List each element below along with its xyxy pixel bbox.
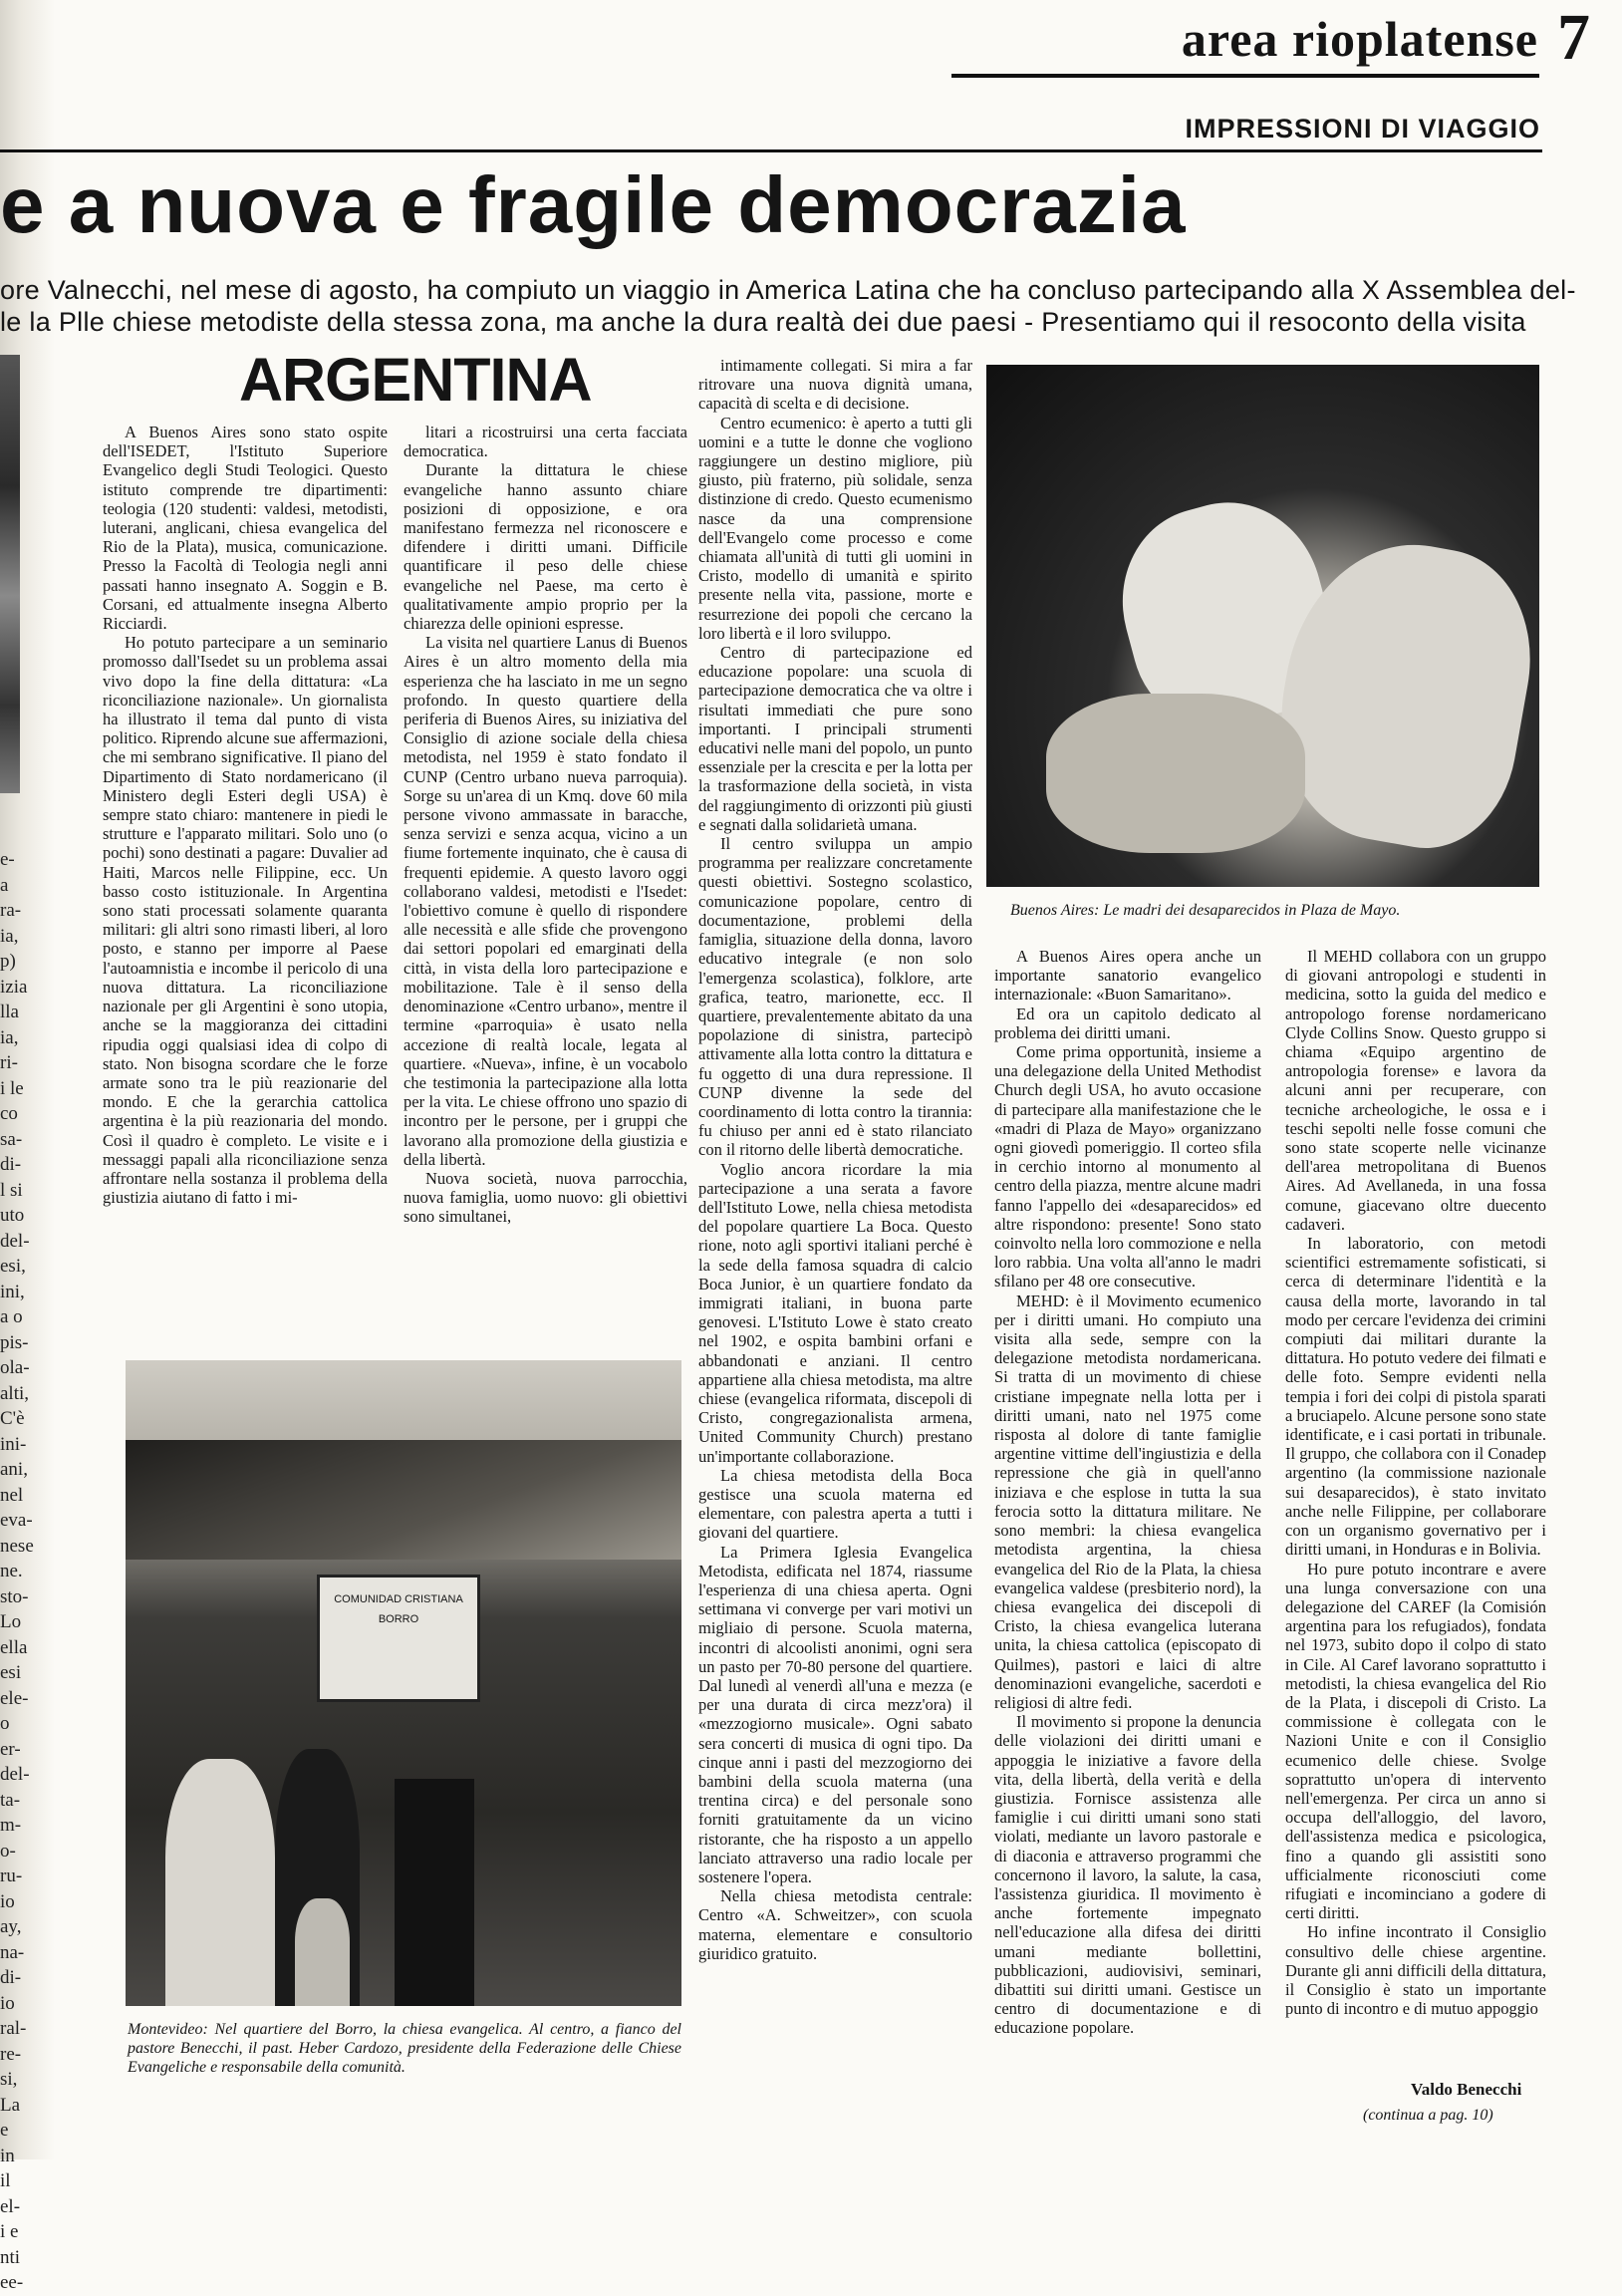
fragment-text: eva-	[0, 1510, 33, 1531]
article-paragraph: Durante la dittatura le chiese evangeliche hanno assunto chiare posizioni di opposizione, e ora manifestano fermezza nel riconoscere e difendere i diritti umani. Difficile quantificare il peso delle chiese evangeliche nel Paese, ma certo è qualitativamente ampio proprio per la chiarezza delle opinioni espresse.	[404, 460, 687, 634]
article-paragraph: Nuova società, nuova parrocchia, nuova famiglia, uomo nuovo: gli obiettivi sono simultanei,	[404, 1168, 687, 1227]
article-paragraph: Ed ora un capitolo dedicato al problema dei diritti umani.	[994, 1004, 1261, 1042]
article-paragraph: intimamente collegati. Si mira a far ritrovare una nuova dignità umana, capacità di scelta e di decisione.	[698, 356, 972, 414]
fragment-text: o-	[0, 1840, 16, 1862]
article-paragraph: litari a ricostruirsi una certa facciata democratica.	[404, 423, 687, 461]
fragment-text: ra-	[0, 900, 22, 921]
fragment-text: m-	[0, 1815, 22, 1836]
fragment-text: ini-	[0, 1433, 27, 1455]
fragment-text: ru-	[0, 1866, 23, 1886]
fragment-text: C'è	[0, 1408, 25, 1429]
fragment-text: esi	[0, 1662, 22, 1683]
article-paragraph: Ho pure potuto incontrare e avere una lunga conversazione con una delegazione del CAREF (la Comisión argentina para los refugiados), fondata nel 1973, subito dopo il colpo di stato in Cile. Al Caref lavorano soprattutto i metodisti, la chiesa evangelica del Rio de la Plata, i discepoli di Cristo. La commissione è collegata con le Nazioni Unite e con il Consiglio ecumenico delle chiese. Svolge soprattutto un'opera di intervento nell'emergenza. Per circa un anno si occupa dell'alloggio, del lavoro, dell'assistenza medica e psicologica, fino a quando gli assistiti sono ufficialmente riconosciuti come rifugiati e incominciano a godere di certi diritti.	[1285, 1559, 1546, 1923]
fragment-text: er-	[0, 1738, 21, 1760]
fragment-text: esi,	[0, 1256, 26, 1277]
fragment-text: i e	[0, 2221, 19, 2242]
article-paragraph: In laboratorio, con metodi scientifici estremamente sofisticati, si cerca di determinare l'identità e la causa della morte, lavorando in tal modo per cercare l'evidenza dei crimini compiuti dai militari durante la dittatura. Ho potuto vedere dei filmati e delle foto. Sempre evidenti nella tempia i fori dei colpi di pistola sparati a bruciapelo. Alcune persone sono state identificate, e i casi portati in tribunale. Il gruppo, che collabora con il Conadep argentino (la commissione nazionale sui desaparecidos), è stato invitato anche nelle Filippine, per collaborare con un organismo governativo per i diritti umani, in Honduras e in Bolivia.	[1285, 1234, 1546, 1560]
article-column-1	[103, 423, 388, 1355]
church-door	[395, 1779, 474, 2006]
fragment-text: Lo	[0, 1611, 22, 1632]
article-paragraph: MEHD: è il Movimento ecumenico per i diritti umani. Ho compiuto una visita alla sede, sempre con la delegazione metodista nordamericana. Si tratta di un movimento di chiese cristiane impegnate nella lotta per i diritti umani, nato nel 1975 come risposta al dolore di tante famiglie argentine vittime dell'ingiustizia e della repressione che già in quell'anno iniziava e che esplose in tutta la sua ferocia sotto la dittatura militare. Ne sono membri: la chiesa evangelica metodista argentina, la chiesa evangelica del Rio de la Plata, la chiesa evangelica valdese (presbiterio nord), la chiesa evangelica dei discepoli di Cristo, la chiesa evangelica luterana unita, la chiesa cattolica (episcopato di Quilmes), pastori e laici di altre denominazioni evangeliche, sacerdoti e religiosi di altre fedi.	[994, 1291, 1261, 1712]
adjacent-page-text-fragment	[0, 847, 34, 2296]
article-paragraph: La chiesa metodista della Boca gestisce una scuola materna ed elementare, con palestra aperta a tutti i giovani del quartiere.	[698, 1465, 972, 1543]
fragment-text: ee-	[0, 2272, 24, 2293]
fragment-text: del-	[0, 1764, 30, 1785]
country-heading: ARGENTINA	[239, 346, 592, 414]
fragment-text: ia,	[0, 1026, 19, 1048]
fragment-text: il	[0, 2170, 11, 2191]
church-sign-text: COMUNIDAD CRISTIANA BORRO	[334, 1593, 463, 1625]
photo-borro-church	[126, 1360, 681, 2006]
fragment-text: in	[0, 2145, 15, 2166]
article-column-3	[698, 356, 972, 2130]
article-paragraph: Nella chiesa metodista centrale: Centro «A. Schweitzer», con scuola materna, elementare e consultorio giuridico gratuito.	[698, 1886, 972, 1963]
fragment-text: del-	[0, 1230, 30, 1252]
photo-madri-plaza-de-mayo	[986, 365, 1539, 887]
fragment-text: re-	[0, 2043, 22, 2065]
fragment-text: nese	[0, 1535, 34, 1557]
article-paragraph: Ho potuto partecipare a un seminario promosso dall'Isedet su un problema assai vivo dopo la fine della dittatura: «La riconciliazione nazionale». Un giornalista ha illustrato il tema dal punto di vista politico. Riprendo alcune sue affermazioni, che mi sembrano significative. Il piano del Dipartimento di Stato nordamericano (il Ministero degli Esteri degli USA) è sempre stato chiaro: mantenere in piedi le strutture e l'apparato militari. Solo uno (o pochi) sono destinati a pagare: Duvalier ad Haiti, Marcos nelle Filippine, ecc. Un basso costo istituzionale. In Argentina sono stati processati solamente quaranta militari: gli altri sono rimasti liberi, al loro posto, e stanno per imporre al Paese l'autoamnistia e incombe il pericolo di una nuova dittatura. La riconciliazione nazionale per gli Argentini è sono utopia, anche se la maggioranza dei cittadini ripudia oggi qualsiasi idea di colpo di stato. Non bisogna scordare che le forze armate sono tra le più reazionarie del mondo. E che la gerarchia cattolica argentina è la più reazionaria del mondo. Così il quadro è completo. Le visite e i messaggi papali alla riconciliazione senza affrontare nella sostanza il problema della giustizia aiutano di fatto i mi-	[103, 633, 388, 1208]
article-paragraph: A Buenos Aires sono stato ospite dell'ISEDET, l'Istituto Superiore Evangelico degli Studi Teologici. Questo istituto comprende tre dipartimenti: teologia (120 studenti: valdesi, metodisti, luterani, anglicani, chiesa evangelica del Rio de la Plata), musica, comunicazione. Presso la Facoltà di Teologia negli anni passati hanno insegnato A. Soggin e B. Corsani, ed attualmente insegna Alberto Ricciardi.	[103, 423, 388, 634]
fragment-text: e-	[0, 849, 15, 870]
church-roof	[126, 1440, 681, 1560]
article-paragraph: Come prima opportunità, insieme a una delegazione della United Methodist Church degli USA, ho avuto occasione di partecipare alla manifestazione che le «madri di Plaza de Mayo» organizzano ogni giovedì pomeriggio. Il corteo sfila in cerchio intorno al monumento al centro della piazza, mentre alcune madri fanno l'appello dei «desaparecidos» ed altre rispondono: presente! Sono stato coinvolto nella loro commozione e nella loro rabbia. Una volta all'anno le madri sfilano per 48 ore consecutive.	[994, 1042, 1261, 1292]
fragment-text: a o	[0, 1306, 23, 1327]
fragment-text: ri-	[0, 1052, 18, 1073]
article-paragraph: La Primera Iglesia Evangelica Metodista, edificata nel 1874, riassume l'esperienza di una chiesa aperta. Ogni settimana vi converge per vari motivi un migliaio di persone. Scuola materna, incontri di alcoolisti anonimi, ogni sera un pasto per 70-80 persone del quartiere. Dal lunedì al venerdì all'una e mezza (e per una durata di circa mezz'ora) il «mezzogiorno musicale». Ogni sabato sera concerti di musica di ogni tipo. Da cinque anni i pasti del mezzogiorno dei bambini della scuola materna (una trentina circa) e del personale sono forniti gratuitamente da un vicino ristorante, che ha risposto a un appello lanciato attraverso una radio locale per sostenere l'opera.	[698, 1542, 972, 1887]
header-rule	[951, 74, 1539, 78]
fragment-text: di-	[0, 1967, 22, 1988]
author-signature: Valdo Benecchi	[1411, 2080, 1522, 2099]
headline: e a nuova e fragile democrazia	[0, 160, 1187, 249]
caption-borro: Montevideo: Nel quartiere del Borro, la chiesa evangelica. Al centro, a fianco del pastore Benecchi, il past. Heber Cardozo, presidente della Federazione delle Chiese Evangeliche e responsabile della comunità.	[128, 2021, 681, 2076]
caption-madri: Buenos Aires: Le madri dei desaparecidos in Plaza de Mayo.	[1010, 902, 1401, 919]
fragment-text: l si	[0, 1179, 23, 1201]
fragment-text: ne.	[0, 1561, 23, 1581]
rubric-label: IMPRESSIONI DI VIAGGIO	[1185, 114, 1540, 144]
article-paragraph: A Buenos Aires opera anche un importante sanatorio evangelico internazionale: «Buon Samaritano».	[994, 947, 1261, 1004]
fragment-text: io	[0, 1890, 15, 1912]
rubric-rule	[0, 149, 1542, 152]
fragment-text: ani,	[0, 1459, 28, 1480]
fragment-text: ay,	[0, 1916, 22, 1937]
fragment-text: ella	[0, 1636, 28, 1658]
article-paragraph: Il movimento si propone la denuncia delle violazioni dei diritti umani e appoggia le iniziative a favore della vita, della libertà, della verità e della giustizia. Fornisce assistenza alle famiglie i cui diritti umani sono stati violati, mediante un lavoro pastorale e di diaconia e attraverso programmi che concernono il lavoro, la salute, la casa, l'assistenza giuridica. Il movimento è anche fortemente impegnato nell'educazione alla difesa dei diritti umani mediante bollettini, pubblicazioni, audiovisivi, seminari, dibattiti sui diritti umani. Gestisce un centro di documentazione e di educazione popolare.	[994, 1712, 1261, 2038]
deck-line-2: le la Plle chiese metodiste della stessa zona, ma anche la dura realtà dei due paesi - Presentiamo qui il resoconto della visita	[0, 307, 1526, 337]
section-title: area rioplatense	[1181, 11, 1538, 67]
fragment-text: uto	[0, 1205, 25, 1226]
fragment-text: izia	[0, 976, 28, 998]
fragment-text: i le	[0, 1077, 24, 1099]
page-number: 7	[1557, 1, 1590, 74]
fragment-text: nti	[0, 2246, 21, 2268]
article-paragraph: Il centro sviluppa un ampio programma per realizzare concretamente questi obiettivi. Sostegno scolastico, comunicazione popolare, centro di documentazione, problemi della famiglia, situazione della donna, lavoro educativo integrale (e non solo l'emergenza scolastica), folklore, arte grafica, teatro, marionette, ecc. Il quartiere, prevalentemente abitato da una popolazione di sinistra, partecipò attivamente alla lotta contro la dittatura e fu oggetto di una dura repressione. Il CUNP divenne la sede del coordinamento di lotta contro la tirannia: fu chiuso per anni ed è stato rilanciato con il ritorno delle libertà democratiche.	[698, 834, 972, 1160]
person-pastor	[165, 1759, 275, 2006]
fragment-text: ta-	[0, 1789, 21, 1811]
article-column-2	[404, 423, 687, 1355]
fragment-text: ia,	[0, 925, 19, 947]
article-column-4	[994, 947, 1261, 2133]
article-paragraph: Ho infine incontrato il Consiglio consultivo delle chiese argentine. Durante gli anni difficili della dittatura, il Consiglio è stato un importante punto di incontro e di mutuo appoggio	[1285, 1922, 1546, 2019]
fragment-text: La	[0, 2094, 21, 2116]
article-paragraph: Il MEHD collabora con un gruppo di giovani antropologi e studenti in medicina, sotto la guida del medico e antropologo forense nordamericano Clyde Collins Snow. Questo gruppo si chiama «Equipo argentino de antropologia forense» e lavora da alcuni anni per recuperare, con tecniche archeologiche, le ossa e i teschi sepolti nelle fosse comuni che sono state scoperte nelle vicinanze dell'area metropolitana di Buenos Aires. Ad Avellaneda, in una fossa comune, giacevano oltre duecento cadaveri.	[1285, 947, 1546, 1234]
fragment-text: alti,	[0, 1382, 30, 1404]
continuation-note: (continua a pag. 10)	[1363, 2107, 1493, 2124]
fragment-text: si,	[0, 2069, 18, 2090]
article-paragraph: La visita nel quartiere Lanus di Buenos Aires è un altro momento della mia esperienza che ha lasciato in me un segno profondo. In questo quartiere della periferia di Buenos Aires, su iniziativa del Consiglio di azione sociale della chiesa metodista, nel 1959 è stato fondato il CUNP (Centro urbano nueva parroquia). Sorge su un'area di un Kmq. dove 60 mila persone vivono ammassate in baracche, senza servizi e senza acqua, vicino a un fiume fortemente inquinato, che è causa di frequenti epidemie. A questo lavoro oggi collaborano valdesi, metodisti e l'Isedet: l'obiettivo comune è quello di rispondere alle necessità e alle sfide che provengono dai settori popolari ed emarginati della città, in vista della loro partecipazione e mobilitazione. Tale è il senso della denominazione «Centro urbano», mentre il termine «parroquia» è usato nella accezione di realtà locale, legata al quartiere. «Nueva», infine, è un vocabolo che testimonia la partecipazione alla lotta per la vita. Le chiese offrono uno spazio di incontro per le persone, per i gruppi che lavorano alla promozione della giustizia e della libertà.	[404, 633, 687, 1169]
fragment-text: nel	[0, 1484, 24, 1506]
fragment-text: ola-	[0, 1357, 30, 1378]
fragment-text: el-	[0, 2195, 21, 2217]
adjacent-page-photo-fragment	[0, 355, 20, 793]
fragment-text: p)	[0, 951, 16, 972]
article-column-5	[1285, 947, 1546, 2068]
fragment-text: di-	[0, 1154, 22, 1175]
fragment-text: lla	[0, 1002, 19, 1022]
church-sign	[317, 1575, 480, 1702]
fragment-text: co	[0, 1103, 18, 1124]
fragment-text: pis-	[0, 1331, 29, 1353]
fragment-text: ral-	[0, 2018, 27, 2039]
white-headscarf	[1046, 694, 1305, 853]
fragment-text: sa-	[0, 1128, 23, 1150]
fragment-text: ini,	[0, 1281, 25, 1302]
article-paragraph: Centro ecumenico: è aperto a tutti gli uomini e a tutte le donne che vogliono raggiungere un destino migliore, più giusto, più fraterno, più solidale, senza distinzione di credo. Questo ecumenismo nasce da una comprensione dell'Evangelo come processo e come chiamata all'unità di tutti gli uomini in Cristo, modello di umanità e spirito presente nella vita, passione, morte e resurrezione dei popoli che cercano la loro libertà e il loro sviluppo.	[698, 413, 972, 643]
deck-line-1: ore Valnecchi, nel mese di agosto, ha compiuto un viaggio in America Latina che ha concluso partecipando alla X Assemblea del-	[0, 275, 1576, 305]
fragment-text: e	[0, 2120, 9, 2141]
fragment-text: o	[0, 1713, 10, 1734]
fragment-text: sto-	[0, 1585, 29, 1607]
person-child	[295, 1898, 350, 2006]
article-paragraph: Centro di partecipazione ed educazione popolare: una scuola di partecipazione democratica che va oltre i risultati immediati che pure sono importanti. I principali strumenti educativi nelle mani del popolo, un punto essenziale per la crescita e per la lotta per la trasformazione della società, in vista del raggiungimento di orizzonti più giusti e segnati dalla solidarietà umana.	[698, 643, 972, 834]
fragment-text: a	[0, 874, 9, 896]
fragment-text: io	[0, 1992, 15, 2014]
fragment-text: na-	[0, 1941, 25, 1963]
article-paragraph: Voglio ancora ricordare la mia partecipazione a una serata a favore dell'Istituto Lowe, nella chiesa metodista del popolare quartiere La Boca. Questo rione, noto agli sportivi italiani perché è la sede della famosa squadra di calcio Boca Junior, è un quartiere fondato da immigrati italiani, in buona parte genovesi. L'Istituto Lowe è stato creato nel 1902, e ospita bambini orfani e abbandonati e anziani. Il centro appartiene alla chiesa metodista, ma altre chiese (evangelica riformata, discepoli di Cristo, congregazionalista armena, United Community Church) prestano un'importante collaborazione.	[698, 1159, 972, 1466]
fragment-text: ele-	[0, 1687, 29, 1709]
